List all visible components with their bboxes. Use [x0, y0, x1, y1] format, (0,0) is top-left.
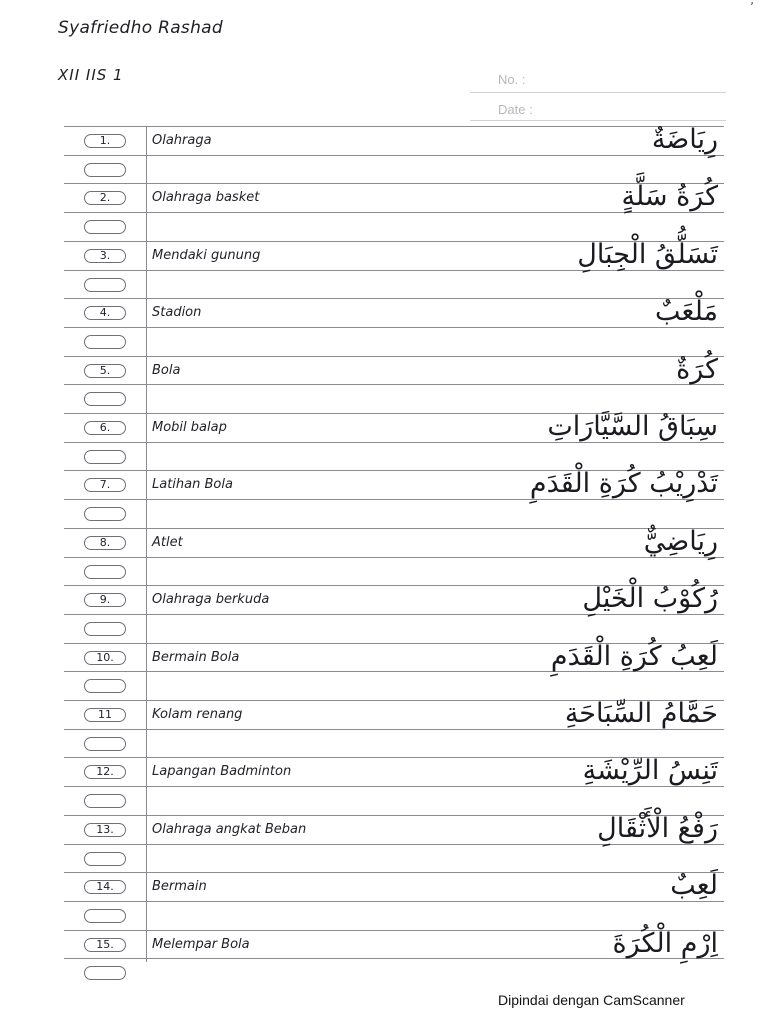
indonesian-word: Melempar Bola [152, 936, 250, 952]
arabic-word: رُكُوْبُ الْخَيْلِ [582, 583, 718, 615]
entry-number: 7. [84, 478, 126, 492]
indonesian-word: Mendaki gunung [152, 247, 261, 263]
empty-oval [84, 679, 126, 693]
arabic-word: اِرْمِ الْكُرَةَ [612, 927, 718, 959]
indonesian-word: Olahraga basket [152, 190, 260, 206]
ruled-line [64, 155, 724, 156]
corner-mark: ٬ [750, 0, 754, 14]
indonesian-word: Latihan Bola [152, 477, 233, 493]
indonesian-word: Atlet [152, 534, 183, 550]
entry-number: 1. [84, 134, 126, 148]
entry-number: 14. [84, 880, 126, 894]
arabic-word: لَعِبٌ [670, 870, 718, 902]
entry-number: 15. [84, 938, 126, 952]
ruled-line [64, 901, 724, 902]
entry-number: 13. [84, 823, 126, 837]
empty-oval [84, 392, 126, 406]
empty-oval [84, 335, 126, 349]
empty-oval [84, 909, 126, 923]
entry-number: 6. [84, 421, 126, 435]
empty-oval [84, 622, 126, 636]
empty-oval [84, 794, 126, 808]
ruled-line [64, 557, 724, 558]
entry-number: 11 [84, 708, 126, 722]
empty-oval [84, 737, 126, 751]
ruled-line [64, 298, 724, 299]
arabic-word: سِبَاقُ السَّيَّارَاتِ [547, 411, 718, 442]
indonesian-word: Mobil balap [152, 420, 227, 435]
arabic-word: لَعِبُ كُرَةِ الْقَدَمِ [550, 640, 718, 672]
empty-oval [84, 278, 126, 292]
indonesian-word: Bermain Bola [152, 649, 240, 665]
arabic-word: كُرَةٌ [676, 353, 718, 385]
indonesian-word: Lapangan Badminton [152, 764, 292, 780]
indonesian-word: Bermain [152, 879, 207, 895]
empty-oval [84, 507, 126, 521]
ruled-line [64, 356, 724, 357]
entry-number: 9. [84, 593, 126, 607]
entry-number: 5. [84, 364, 126, 378]
margin-line [146, 126, 147, 962]
arabic-word: مَلْعَبٌ [655, 296, 718, 328]
ruled-line [64, 872, 724, 873]
ruled-line [64, 126, 724, 127]
entry-number: 8. [84, 536, 126, 550]
entry-number: 10. [84, 651, 126, 665]
arabic-word: تَنِسُ الرِّيْشَةِ [582, 755, 718, 787]
entry-number: 2. [84, 191, 126, 205]
header-rule [470, 92, 726, 93]
entry-number: 12. [84, 765, 126, 779]
header-rule [470, 120, 726, 121]
empty-oval [84, 966, 126, 980]
indonesian-word: Kolam renang [152, 707, 243, 722]
date-label: Date : [498, 102, 533, 117]
empty-oval [84, 565, 126, 579]
arabic-word: كُرَةُ سَلَّةٍ [621, 181, 718, 213]
indonesian-word: Bola [152, 362, 181, 378]
empty-oval [84, 852, 126, 866]
empty-oval [84, 220, 126, 234]
entry-number: 4. [84, 306, 126, 320]
arabic-word: تَسَلُّقُ الْجِبَالِ [577, 238, 718, 270]
scanner-watermark: Dipindai dengan CamScanner [498, 992, 685, 1008]
arabic-word: رِيَاضَةٌ [651, 124, 718, 155]
indonesian-word: Olahraga berkuda [152, 592, 270, 608]
entry-number: 3. [84, 249, 126, 263]
ruled-line [64, 384, 724, 385]
indonesian-word: Olahraga angkat Beban [152, 821, 307, 837]
empty-oval [84, 450, 126, 464]
student-class: XII IIS 1 [58, 66, 124, 84]
student-name: Syafriedho Rashad [58, 18, 223, 38]
no-label: No. : [498, 72, 526, 87]
arabic-word: رَفْعُ الْأَثْقَالِ [597, 812, 718, 844]
ruled-line [64, 327, 724, 328]
empty-oval [84, 163, 126, 177]
arabic-word: تَدْرِيْبُ كُرَةِ الْقَدَمِ [529, 468, 718, 500]
indonesian-word: Olahraga [152, 133, 212, 148]
arabic-word: رِيَاضِيٌّ [643, 525, 718, 557]
ruled-line [64, 528, 724, 529]
indonesian-word: Stadion [152, 305, 202, 321]
arabic-word: حَمَّامُ السِّبَاحَةِ [564, 698, 718, 729]
